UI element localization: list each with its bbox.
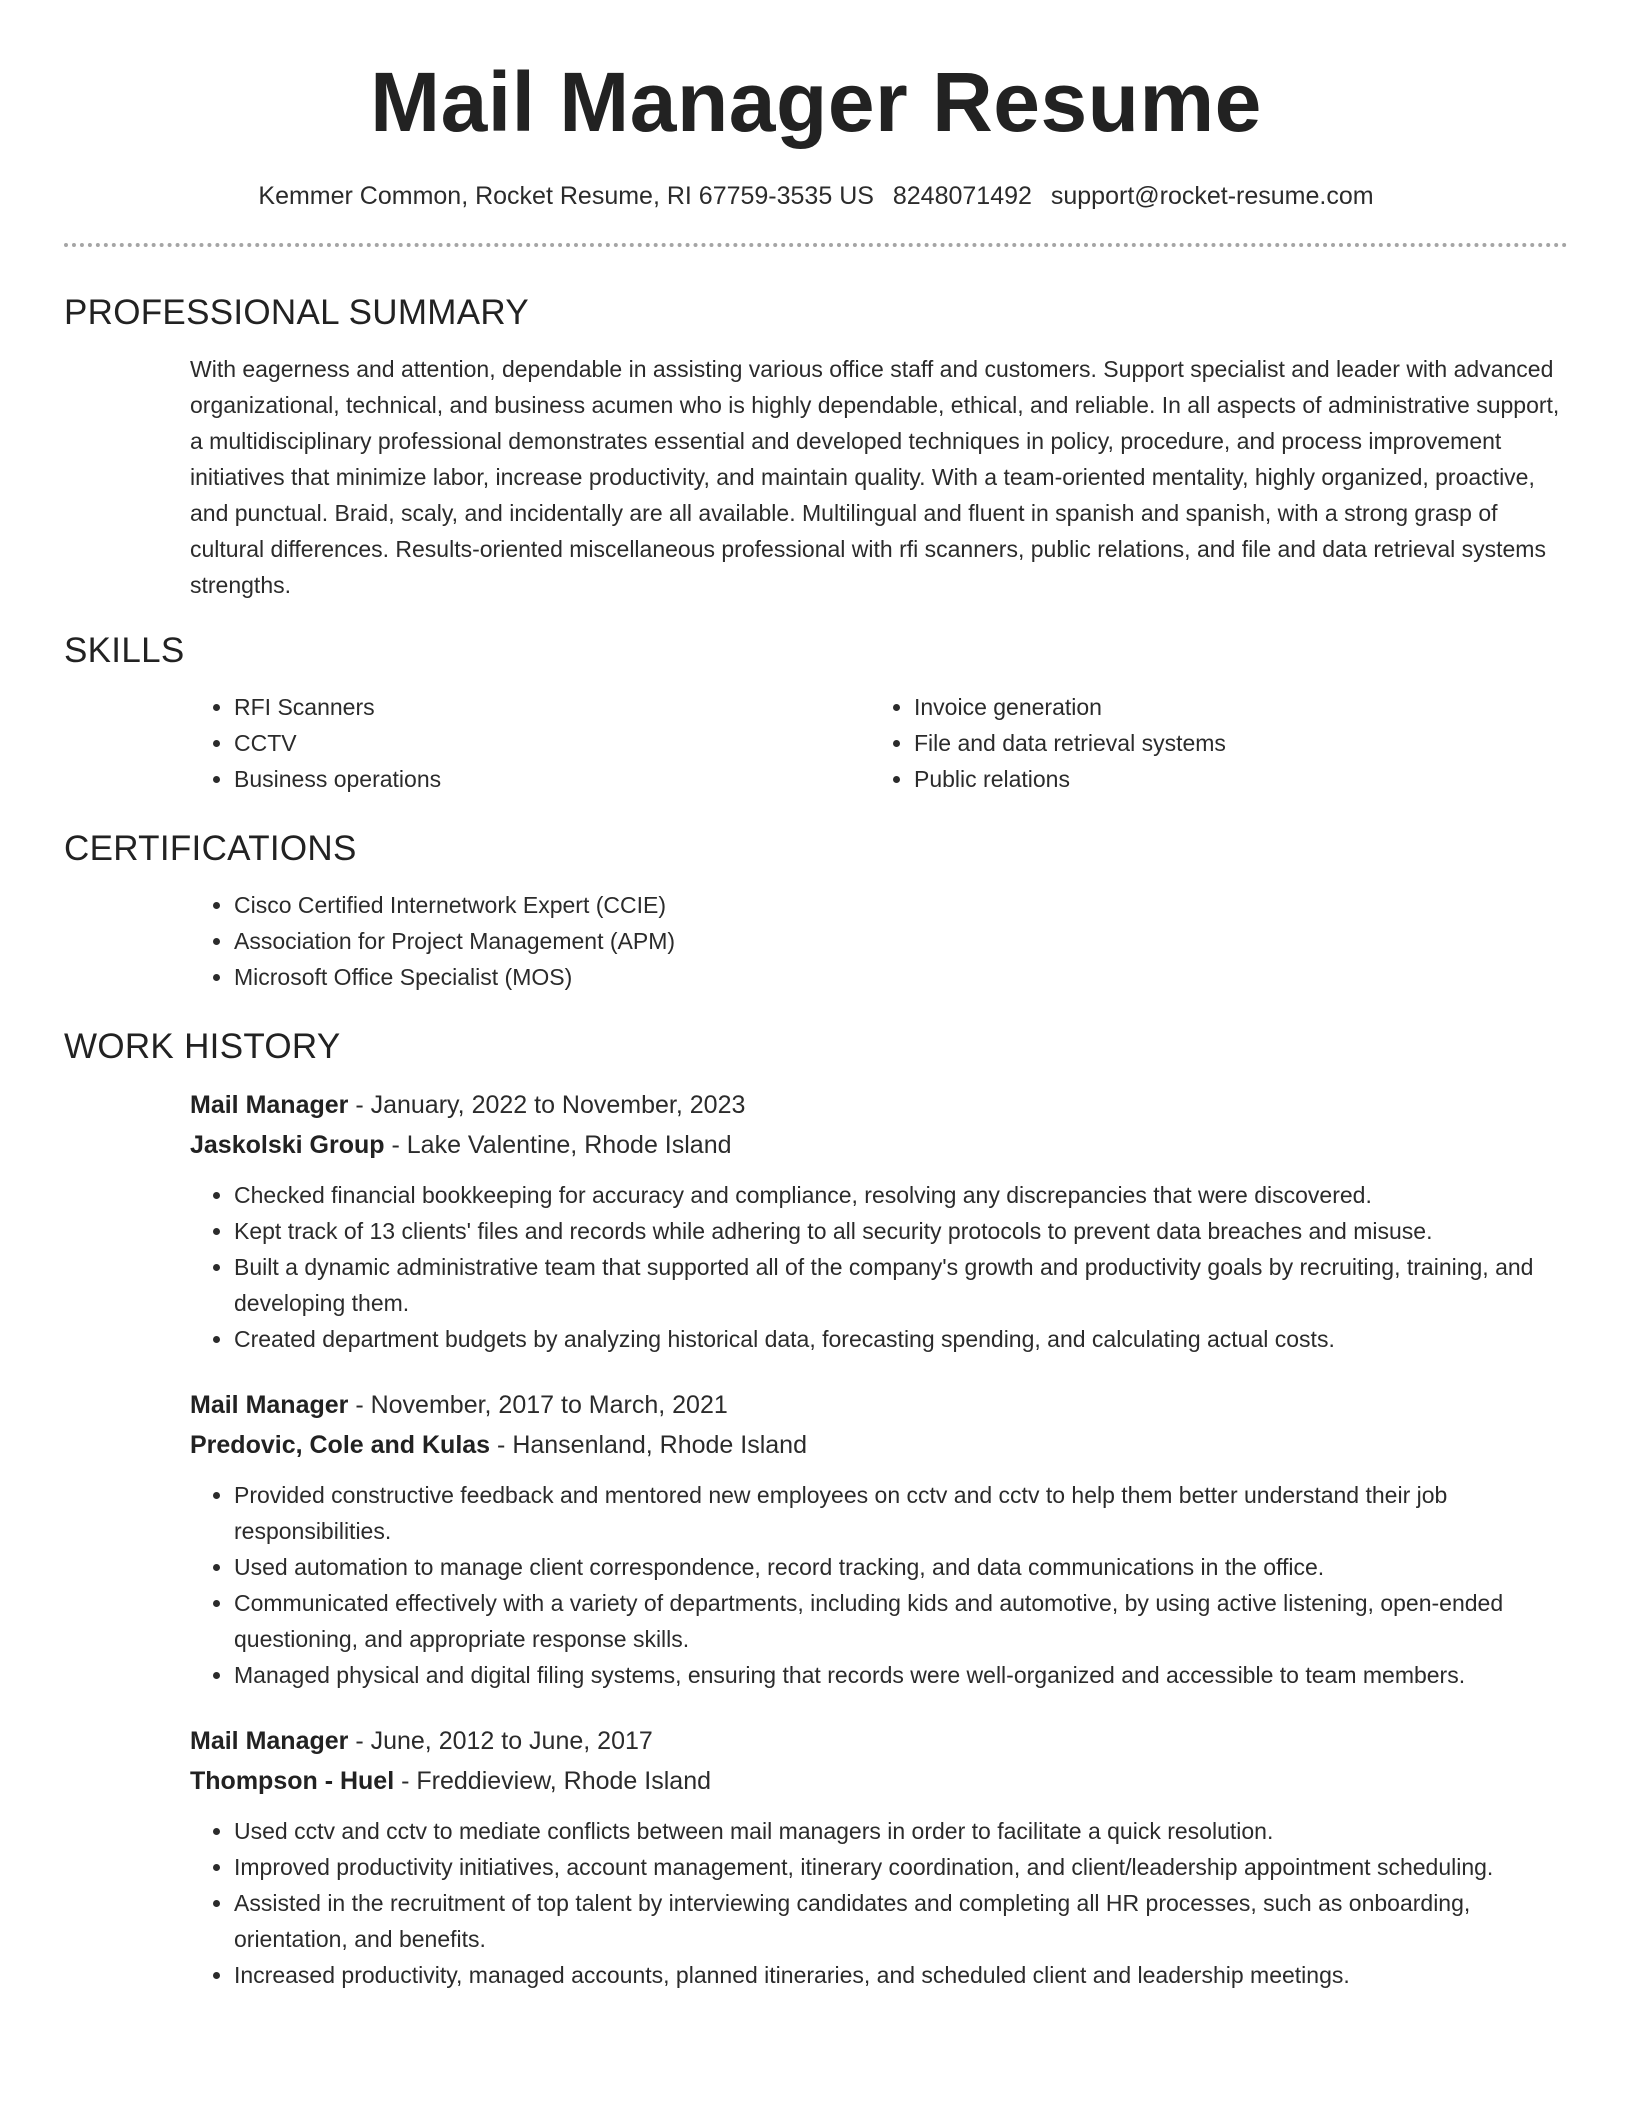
job-bullet: • Provided constructive feedback and mentored new employees on cctv and cctv to help them better understand their job responsibilities. xyxy=(234,1477,1568,1549)
job-bullet: • Created department budgets by analyzing historical data, forecasting spending, and calculating actual costs. xyxy=(234,1321,1568,1357)
job-dates: - November, 2017 to March, 2021 xyxy=(355,1391,728,1419)
job-title-line xyxy=(190,1087,1568,1123)
certifications-list xyxy=(190,887,1568,995)
job-company-line xyxy=(190,1127,1568,1163)
job-company: Predovic, Cole and Kulas xyxy=(190,1431,491,1459)
job-bullet: • Used cctv and cctv to mediate conflicts between mail managers in order to facilitate a quick resolution. xyxy=(234,1813,1568,1849)
certifications-heading: CERTIFICATIONS xyxy=(64,829,357,868)
job-bullet: • Kept track of 13 clients' files and records while adhering to all security protocols to prevent data breaches and misuse. xyxy=(234,1213,1568,1249)
skill-item: • RFI Scanners xyxy=(234,689,870,725)
resume-page xyxy=(64,0,1568,1993)
job-title-line xyxy=(190,1387,1568,1423)
job-company-line xyxy=(190,1763,1568,1799)
skills-heading: SKILLS xyxy=(64,631,185,670)
job-title: Mail Manager xyxy=(190,1091,349,1119)
page-title: Mail Manager Resume xyxy=(370,55,1262,149)
header-divider xyxy=(64,243,1568,247)
job-entry xyxy=(190,1723,1568,1993)
job-company: Thompson - Huel xyxy=(190,1767,395,1795)
job-bullet: • Improved productivity initiatives, account management, itinerary coordination, and client/leadership appointment scheduling. xyxy=(234,1849,1568,1885)
skills-grid xyxy=(190,689,1568,797)
skill-item: • Invoice generation xyxy=(914,689,1550,725)
certification-item: • Association for Project Management (APM) xyxy=(234,923,1568,959)
contact-phone: 8248071492 xyxy=(892,182,1032,210)
contact-line xyxy=(64,180,1568,212)
job-dates: - June, 2012 to June, 2017 xyxy=(355,1727,653,1755)
job-bullet: • Managed physical and digital filing systems, ensuring that records were well-organized and accessible to team members. xyxy=(234,1657,1568,1693)
job-location: - Hansenland, Rhode Island xyxy=(497,1431,807,1459)
job-bullet: • Increased productivity, managed accounts, planned itineraries, and scheduled client and leadership meetings. xyxy=(234,1957,1568,1993)
contact-email: support@rocket-resume.com xyxy=(1050,182,1374,210)
skill-item: • CCTV xyxy=(234,725,870,761)
job-dates: - January, 2022 to November, 2023 xyxy=(355,1091,746,1119)
job-entry xyxy=(190,1387,1568,1693)
job-bullets xyxy=(190,1477,1568,1693)
job-bullet: • Assisted in the recruitment of top talent by interviewing candidates and completing all HR processes, such as onboarding, orientation, and benefits. xyxy=(234,1885,1568,1957)
contact-address: Kemmer Common, Rocket Resume, RI 67759-3535 US xyxy=(258,182,874,210)
job-bullet: • Used automation to manage client correspondence, record tracking, and data communications in the office. xyxy=(234,1549,1568,1585)
job-company: Jaskolski Group xyxy=(190,1131,385,1159)
job-title: Mail Manager xyxy=(190,1391,349,1419)
skills-column-left xyxy=(190,689,870,797)
job-location: - Freddieview, Rhode Island xyxy=(401,1767,711,1795)
certification-item: • Cisco Certified Internetwork Expert (CCIE) xyxy=(234,887,1568,923)
skill-item: • File and data retrieval systems xyxy=(914,725,1550,761)
summary-text: With eagerness and attention, dependable in assisting various office staff and customers. Support specialist and leader with advanced organizational, technical, and business acumen who is highly dependable, ethical, and reliable. In all aspects of administrative support, a multidisciplinary professional demonstrates essential and developed techniques in policy, procedure, and process improvement initiatives that minimize labor, increase productivity, and maintain quality. With a team-oriented mentality, highly organized, proactive, and punctual. Braid, scaly, and incidentally are all available. Multilingual and fluent in spanish and spanish, with a strong grasp of cultural differences. Results-oriented miscellaneous professional with rfi scanners, public relations, and file and data retrieval systems strengths. xyxy=(190,356,1560,598)
job-bullet: • Checked financial bookkeeping for accuracy and compliance, resolving any discrepancies that were discovered. xyxy=(234,1177,1568,1213)
job-location: - Lake Valentine, Rhode Island xyxy=(391,1131,732,1159)
job-title-line xyxy=(190,1723,1568,1759)
skill-item: • Public relations xyxy=(914,761,1550,797)
job-bullet: • Communicated effectively with a variety of departments, including kids and automotive, by using active listening, open-ended questioning, and appropriate response skills. xyxy=(234,1585,1568,1657)
job-title: Mail Manager xyxy=(190,1727,349,1755)
skill-item: • Business operations xyxy=(234,761,870,797)
work-history-heading: WORK HISTORY xyxy=(64,1027,341,1066)
job-entry xyxy=(190,1087,1568,1357)
job-bullets xyxy=(190,1813,1568,1993)
job-company-line xyxy=(190,1427,1568,1463)
skills-column-right xyxy=(870,689,1550,797)
job-bullets xyxy=(190,1177,1568,1357)
certification-item: • Microsoft Office Specialist (MOS) xyxy=(234,959,1568,995)
summary-heading: PROFESSIONAL SUMMARY xyxy=(64,293,529,332)
job-bullet: • Built a dynamic administrative team that supported all of the company's growth and productivity goals by recruiting, training, and developing them. xyxy=(234,1249,1568,1321)
